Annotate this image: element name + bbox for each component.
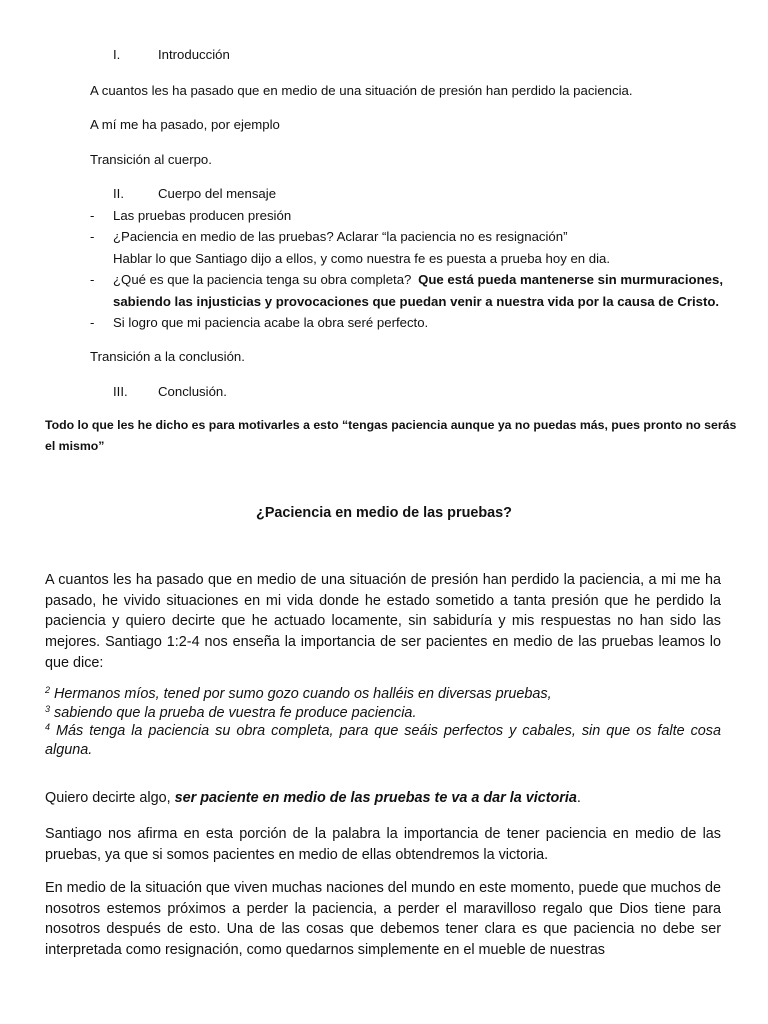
key-statement: ser paciente en medio de las pruebas te va a dar la victoria [174,790,577,806]
bullet-4: Si logro que mi paciencia acabe la obra seré perfecto. [113,315,429,330]
section-1-number: I. [113,47,121,62]
bullet-3-question: ¿Qué es que la paciencia tenga su obra completa? [113,272,412,287]
sermon-paragraph-1: A cuantos les ha pasado que en medio de una situación de presión han perdido la paciencia, a mi me ha pasado, he vivido situaciones en mi vida donde he estado sometido a tanta presión que he perdido la paciencia y quiero decirte que he actuado locamente, sin sabiduría y mis respuestas no han sido las mejores. Santiago 1:2-4 nos enseña la importancia de ser pacientes en medio de las pruebas leamos lo que dice: [45,572,721,671]
bullet-2-line-2: Hablar lo que Santiago dijo a ellos, y como nuestra fe es puesta a prueba hoy en dia. [113,251,611,266]
verse-number: 4 [45,722,51,732]
conclusion-line-2: el mismo” [45,439,105,453]
bullet-marker: - [90,229,95,244]
bullet-3-bold-part: Que está pueda mantenerse sin murmuraciones, [418,272,723,287]
bullet-marker: - [90,272,95,287]
bullet-3-line-1 [113,272,723,287]
section-3-number: III. [113,384,128,399]
section-2-title: Cuerpo del mensaje [158,186,277,201]
verse-number: 2 [45,685,51,695]
sermon-paragraph-2 [45,790,581,806]
verse-3 [45,704,721,723]
verse-number: 3 [45,703,51,714]
section-2-number: II. [113,186,124,201]
scripture-verses [45,685,721,759]
transition-to-body: Transición al cuerpo. [90,152,212,167]
sermon-paragraph-3: Santiago nos afirma en esta porción de la palabra la importancia de tener paciencia en medio de las pruebas, ya que si somos pacientes en medio de ellas obtendremos la victoria. [45,826,721,863]
intro-paragraph-1: A cuantos les ha pasado que en medio de una situación de presión han perdido la paciencia. [90,83,633,98]
conclusion-line-1: Todo lo que les he dicho es para motivarles a esto “tengas paciencia aunque ya no puedas más, pues pronto no serás [45,418,737,432]
verse-text: sabiendo que la prueba de vuestra fe produce paciencia. [54,704,417,721]
paragraph-2-intro: Quiero decirte algo, [45,790,175,806]
verse-text: Más tenga la paciencia su obra completa, para que seáis perfectos y cabales, sin que os falte cosa alguna. [45,723,721,758]
bullet-1: Las pruebas producen presión [113,208,292,223]
transition-to-conclusion: Transición a la conclusión. [90,349,245,364]
verse-4 [45,722,721,759]
bullet-2-line-1: ¿Paciencia en medio de las pruebas? Aclarar “la paciencia no es resignación” [113,229,568,244]
section-3-title: Conclusión. [158,384,227,399]
verse-text: Hermanos míos, tened por sumo gozo cuando os halléis en diversas pruebas, [54,686,552,702]
paragraph-2-end: . [576,790,581,806]
bullet-marker: - [90,315,95,330]
bullet-3-line-2: sabiendo las injusticias y provocaciones que puedan venir a nuestra vida por la causa de Cristo. [113,294,720,309]
verse-2 [45,685,721,704]
section-1-title: Introducción [158,47,230,62]
sermon-title: ¿Paciencia en medio de las pruebas? [256,505,512,521]
bullet-marker: - [90,208,95,223]
intro-paragraph-2: A mí me ha pasado, por ejemplo [90,117,280,132]
sermon-paragraph-4: En medio de la situación que viven muchas naciones del mundo en este momento, puede que muchos de nosotros estemos próximos a perder la paciencia, a perder el maravilloso regalo que Dios tiene para nosotros después de esto. Una de las cosas que debemos tener clara es que paciencia no debe ser interpretada como resignación, como quedarnos simplemente en el mueble de nuestras [45,880,721,959]
